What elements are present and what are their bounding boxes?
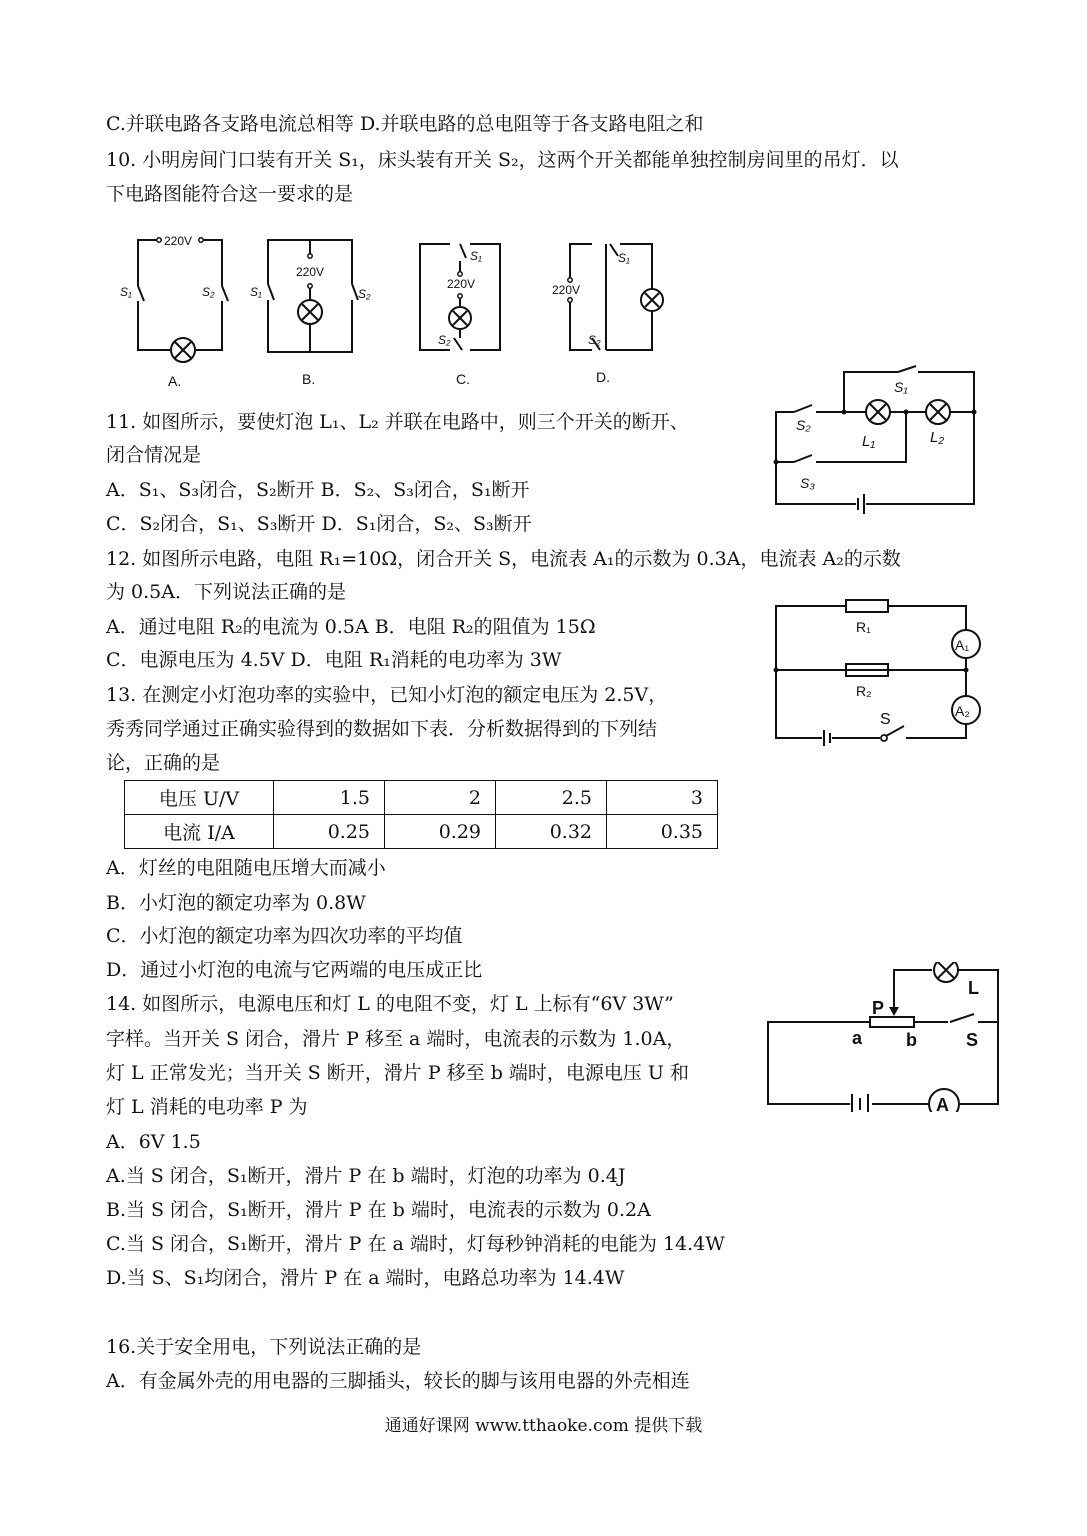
q12-stem-1: 12. 如图所示电路，电阻 R₁=10Ω，闭合开关 S，电流表 A₁的示数为 0.3A，电流表 A₂的示数 (106, 548, 901, 570)
q13-option-b: B．小灯泡的额定功率为 0.8W (106, 892, 366, 914)
q11-circuit-diagram (770, 362, 986, 522)
q10-circuit-c (420, 244, 500, 387)
q10-circuit-a (120, 234, 228, 389)
q10-stem-1: 10. 小明房间门口装有开关 S₁，床头装有开关 S₂，这两个开关都能单独控制房间里的吊灯．以 (106, 149, 899, 171)
q11-s2: S₂ (796, 417, 811, 433)
q12-r2: R₂ (856, 683, 872, 699)
table-header-current: 电流 I/A (125, 815, 274, 849)
table-cell: 2 (385, 781, 496, 815)
q11-stem-2: 闭合情况是 (106, 444, 202, 466)
q10-circuit-d (552, 244, 663, 385)
q14-circuit-diagram (764, 962, 1004, 1112)
q10d-s2: S₂ (588, 333, 601, 347)
q10-label-a: A. (168, 373, 182, 389)
q10c-voltage: 220V (447, 277, 476, 291)
q12-a1: A₁ (955, 637, 970, 653)
q11-s1: S₁ (894, 379, 908, 395)
q13-option-d: D．通过小灯泡的电流与它两端的电压成正比 (106, 959, 483, 981)
q10-circuit-b (250, 240, 371, 387)
option-c-d-previous: C.并联电路各支路电流总相等 D.并联电路的总电阻等于各支路电阻之和 (106, 113, 704, 135)
q12-options-cd: C．电源电压为 4.5V D．电阻 R₁消耗的电功率为 3W (106, 649, 562, 671)
q16-option-a: A．有金属外壳的用电器的三脚插头，较长的脚与该用电器的外壳相连 (106, 1370, 690, 1392)
q10-label-c: C. (456, 371, 470, 387)
q13-stem-2: 秀秀同学通过正确实验得到的数据如下表．分析数据得到的下列结 (106, 718, 658, 740)
q15-option-c: C.当 S 闭合，S₁断开，滑片 P 在 a 端时，灯每秒钟消耗的电能为 14.4W (106, 1233, 725, 1255)
q11-options-cd: C．S₂闭合，S₁、S₃断开 D．S₁闭合，S₂、S₃断开 (106, 513, 532, 535)
q11-stem-1: 11. 如图所示，要使灯泡 L₁、L₂ 并联在电路中，则三个开关的断开、 (106, 411, 689, 433)
q10a-s1: S₁ (120, 285, 132, 299)
q12-circuit-diagram (770, 596, 986, 746)
footer-source: 通通好课网 www.tthaoke.com 提供下载 (384, 1416, 703, 1436)
q12-a2: A₂ (955, 703, 970, 719)
q14-l: L (968, 978, 979, 998)
q15-option-b: B.当 S 闭合，S₁断开，滑片 P 在 b 端时，电流表的示数为 0.2A (106, 1199, 651, 1221)
q10b-s1: S₁ (250, 285, 262, 299)
q14-ammeter: A (936, 1095, 949, 1112)
q10a-voltage: 220V (164, 234, 193, 248)
table-cell: 0.25 (274, 815, 385, 849)
q14-b-end: b (906, 1030, 917, 1050)
q10-label-b: B. (302, 371, 316, 387)
q10b-s2: S₂ (358, 287, 371, 301)
q11-l2: L₂ (930, 429, 945, 446)
q15-option-d: D.当 S、S₁均闭合，滑片 P 在 a 端时，电路总功率为 14.4W (106, 1267, 625, 1289)
q13-option-a: A．灯丝的电阻随电压增大而减小 (106, 857, 386, 879)
q12-options-ab: A．通过电阻 R₂的电流为 0.5A B．电阻 R₂的阻值为 15Ω (106, 616, 596, 638)
table-cell: 0.32 (496, 815, 607, 849)
q11-s3: S₃ (800, 475, 815, 491)
q16-stem: 16.关于安全用电，下列说法正确的是 (106, 1336, 422, 1358)
q14-stem-1: 14. 如图所示，电源电压和灯 L 的电阻不变，灯 L 上标有“6V 3W” (106, 993, 674, 1015)
q13-data-table (124, 780, 718, 849)
table-cell: 0.35 (607, 815, 718, 849)
q10d-voltage: 220V (552, 283, 581, 297)
q10c-s2: S₂ (438, 333, 451, 347)
table-cell: 2.5 (496, 781, 607, 815)
q10-circuit-diagrams (110, 226, 670, 396)
q13-stem-1: 13. 在测定小灯泡功率的实验中，已知小灯泡的额定电压为 2.5V， (106, 684, 668, 706)
table-cell: 1.5 (274, 781, 385, 815)
q11-options-ab: A．S₁、S₃闭合，S₂断开 B．S₂、S₃闭合，S₁断开 (106, 479, 530, 501)
q10a-s2: S₂ (202, 285, 215, 299)
q14-stem-3: 灯 L 正常发光；当开关 S 断开，滑片 P 移至 b 端时，电源电压 U 和 (106, 1062, 689, 1084)
q14-stem-2: 字样。当开关 S 闭合，滑片 P 移至 a 端时，电流表的示数为 1.0A， (106, 1028, 686, 1050)
table-row (125, 815, 718, 849)
q14-stem-4: 灯 L 消耗的电功率 P 为 (106, 1096, 308, 1118)
q10d-s1: S₁ (618, 251, 630, 265)
q12-s: S (880, 711, 891, 728)
q10-stem-2: 下电路图能符合这一要求的是 (106, 183, 354, 205)
q14-option-a: A．6V 1.5 (106, 1131, 201, 1153)
q15-option-a: A.当 S 闭合，S₁断开，滑片 P 在 b 端时，灯泡的功率为 0.4J (106, 1165, 626, 1187)
q10c-s1: S₁ (470, 249, 482, 263)
q12-r1: R₁ (856, 619, 871, 635)
table-cell: 3 (607, 781, 718, 815)
q13-option-c: C．小灯泡的额定功率为四次功率的平均值 (106, 925, 463, 947)
q14-p: P (872, 998, 885, 1018)
table-header-voltage: 电压 U/V (125, 781, 274, 815)
table-row (125, 781, 718, 815)
q13-stem-3: 论，正确的是 (106, 752, 221, 774)
q10-label-d: D. (596, 369, 610, 385)
q14-s: S (966, 1030, 979, 1050)
q10b-voltage: 220V (296, 265, 325, 279)
q14-a-end: a (852, 1028, 863, 1048)
table-cell: 0.29 (385, 815, 496, 849)
q12-stem-2: 为 0.5A．下列说法正确的是 (106, 581, 346, 603)
q11-l1: L₁ (862, 433, 876, 450)
